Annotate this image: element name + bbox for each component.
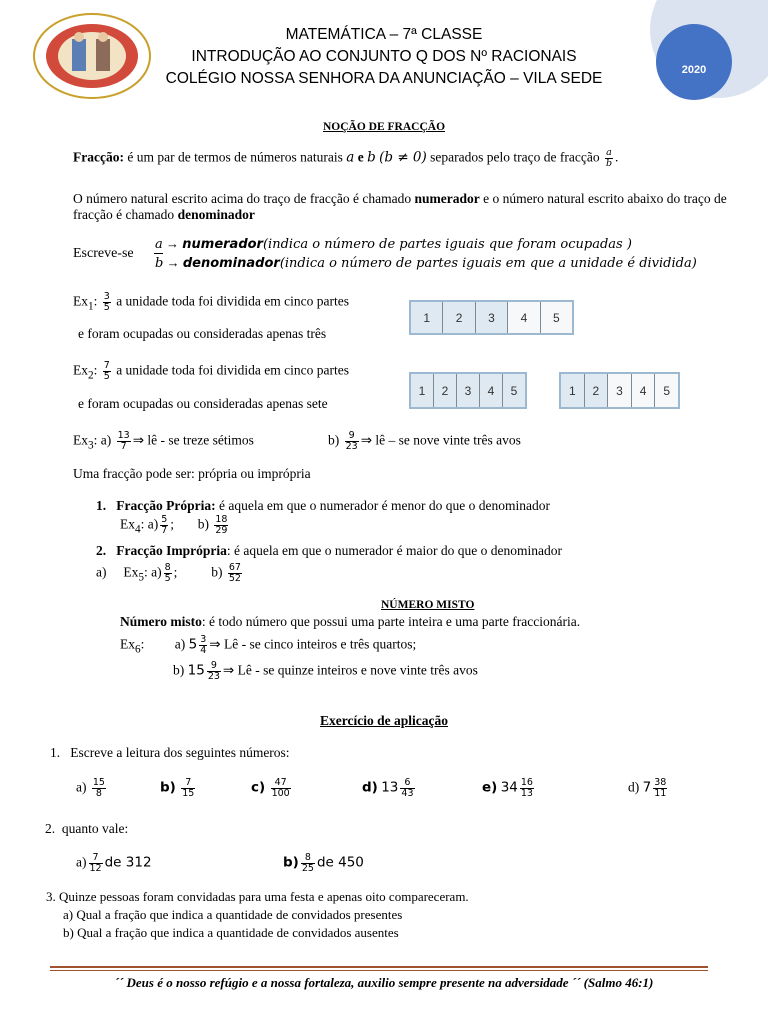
fraction-definition: Fracção: é um par de termos de números naturais a e b (b ≠ 0) separados pelo traço de fracção $\frac{a}{b}$ . (73, 147, 619, 169)
mixed-number-definition: Número misto: é todo número que possui uma parte inteira e uma parte fraccionária. (120, 614, 581, 629)
question-3b: b) Qual a fração que indica a quantidade de convidados ausentes (63, 925, 399, 940)
question-2: 2. quanto vale: (45, 821, 129, 836)
unit-bar-2-of-5: 1 2 3 4 5 (559, 372, 680, 409)
q1-item-e: e) 34 $\frac{16}{13}$ (482, 777, 533, 799)
example-5: a) $Ex_5$: a) $\frac{8}{5}$ ; b) $\frac{67}{52}$ (96, 562, 241, 584)
example-2: $Ex_2$: $\frac{7}{5}$ a unidade toda foi dividida em cinco partes (73, 360, 349, 382)
proper-fraction-definition: 1. Fracção Própria: é aquela em que o numerador é menor do que o denominador (96, 498, 550, 513)
header-title-3: COLÉGIO NOSSA SENHORA DA ANUNCIAÇÃO – VILA SEDE (165, 70, 603, 87)
example-3: $Ex_3$: a) $\frac{13}{7}$ ⇒ lê - se treze sétimos (73, 430, 254, 452)
unit-bar-3-of-5: 1 2 3 4 5 (409, 300, 574, 335)
q1-item-b: b) $\frac{7}{15}$ (160, 777, 195, 799)
unit-bar-full-1: 1 2 3 4 5 (409, 372, 527, 409)
a-over-b-line (154, 253, 163, 254)
footer-quote: ´´ Deus é o nosso refúgio e a nossa fortaleza, auxilio sempre presente na adversidade ´´ (Salmo 46:1) (114, 975, 654, 990)
q2-item-b: b) $\frac{8}{25}$ de 450 (283, 852, 364, 874)
question-3a: a) Qual a fração que indica a quantidade de convidados presentes (63, 907, 403, 922)
header-title-2: INTRODUÇÃO AO CONJUNTO Q DOS Nº RACIONAIS (191, 48, 577, 65)
footer-line-top (50, 966, 708, 968)
section-title-nocao: NOÇÃO DE FRACÇÃO (322, 121, 446, 133)
q1-item-f: d) 7 $\frac{38}{11}$ (628, 777, 667, 799)
question-1: 1. Escreve a leitura dos seguintes números: (50, 745, 290, 760)
header-title-1: MATEMÁTICA – 7ª CLASSE (285, 26, 483, 43)
section-title-exercicios: Exercício de aplicação (320, 713, 448, 728)
year-badge: 2020 (681, 64, 707, 76)
improper-fraction-definition: 2. Fracção Imprópria: é aquela em que o numerador é maior do que o denominador (96, 543, 562, 558)
escreve-se-label: Escreve-se (73, 246, 134, 261)
q2-item-a: a) $\frac{7}{12}$ de 312 (76, 852, 152, 874)
example-1-line-2: e foram ocupadas ou consideradas apenas três (78, 326, 327, 341)
example-2-line-2: e foram ocupadas ou consideradas apenas sete (78, 396, 328, 411)
example-6a: $Ex_6$: a) 5 $\frac{3}{4}$ ⇒ Lê - se cinco inteiros e três quartos; (120, 634, 417, 656)
footer-line-bottom (50, 970, 708, 971)
question-3: 3. Quinze pessoas foram convidadas para uma festa e apenas oito compareceram. (46, 889, 469, 904)
example-6b: b) 15 $\frac{9}{23}$ ⇒ Lê - se quinze inteiros e nove vinte três avos (173, 660, 478, 682)
q1-item-a: a) $\frac{15}{8}$ (76, 777, 105, 799)
example-4: $Ex_4$: a) $\frac{5}{7}$ ; b) $\frac{18}{29}$ (120, 514, 228, 536)
q1-item-c: c) $\frac{47}{100}$ (251, 777, 290, 799)
numerator-explanation: a → numerador(indica o número de partes iguais que foram ocupadas ) (155, 236, 632, 252)
example-1: $Ex_1$: $\frac{3}{5}$ a unidade toda foi dividida em cinco partes (73, 291, 349, 313)
example-3b: b) $\frac{9}{23}$ ⇒ lê – se nove vinte três avos (328, 430, 521, 452)
section-title-numero-misto: NÚMERO MISTO (381, 599, 475, 611)
fraction-types-intro: Uma fracção pode ser: própria ou imprópria (73, 466, 311, 481)
denominator-explanation: b → denominador(indica o número de partes iguais em que a unidade é dividida) (155, 255, 697, 271)
numerator-denominator-paragraph: O número natural escrito acima do traço de fracção é chamado numerador e o número natural escrito abaixo do traço de fracção é chamado denominador (73, 191, 727, 222)
q1-item-d: d) 13 $\frac{6}{43}$ (362, 777, 414, 799)
